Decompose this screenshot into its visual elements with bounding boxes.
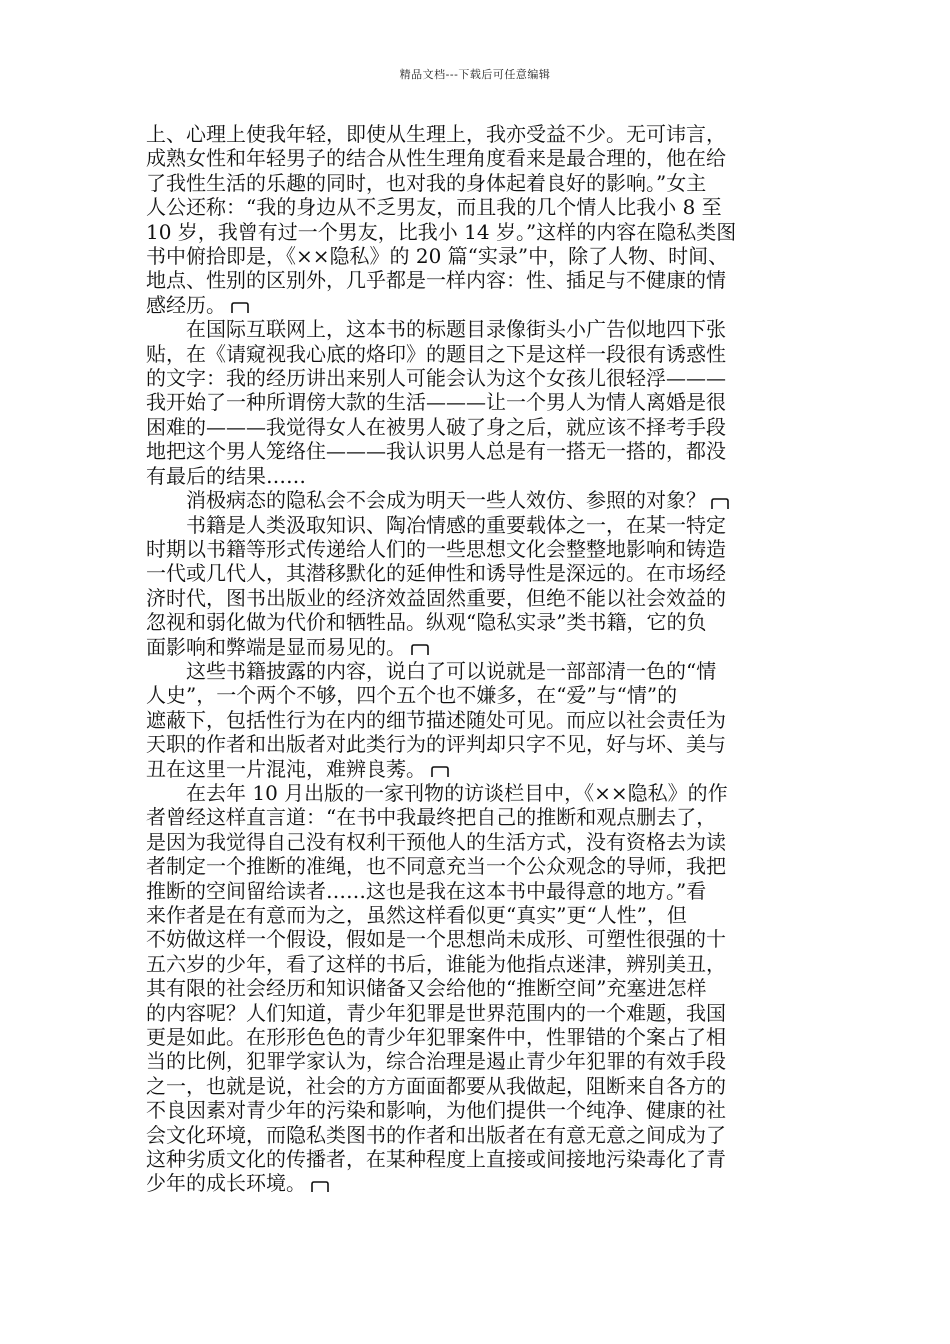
text-line: 地把这个男人笼络住———我认识男人总是有一搭无一搭的，都没 <box>146 439 726 464</box>
text-line: 地点、性别的区别外，几乎都是一样内容：性、插足与不健康的情 <box>146 268 726 293</box>
text-line: 在国际互联网上，这本书的标题目录像街头小广告似地四下张 <box>186 317 726 342</box>
text-line: 丑在这里一片混沌，难辨良莠。 <box>146 757 814 781</box>
text-line: 困难的———我觉得女人在被男人破了身之后，就应该不择考手段 <box>146 414 726 439</box>
text-line: 不妨做这样一个假设，假如是一个思想尚未成形、可塑性很强的十 <box>146 927 726 952</box>
text-line: 我开始了一种所谓傍大款的生活———让一个男人为情人离婚是很 <box>146 390 726 415</box>
text-line: 时期以书籍等形式传递给人们的一些思想文化会整整地影响和铸造 <box>146 536 726 561</box>
text-line: 推断的空间留给读者……这也是我在这本书中最得意的地方。”看 <box>146 878 707 903</box>
text-line: 贴，在《请窥视我心底的烙印》的题目之下是这样一段很有诱惑性 <box>146 341 726 366</box>
text-line: 之一，也就是说，社会的方方面面都要从我做起，阻断来自各方的 <box>146 1073 726 1098</box>
text-line: 了我性生活的乐趣的同时，也对我的身体起着良好的影响。”女主 <box>146 170 707 195</box>
text-line: 忽视和弱化做为代价和牺牲品。纵观“隐私实录”类书籍，它的负 <box>146 610 707 635</box>
text-line: 人公还称：“我的身边从不乏男友，而且我的几个情人比我小 8 至 <box>146 195 722 220</box>
text-line: 面影响和弊端是显而易见的。 <box>146 635 814 659</box>
paragraph-mark-icon <box>410 644 430 656</box>
text-line: 五六岁的少年，看了这样的书后，谁能为他指点迷津，辨别美丑， <box>146 951 726 976</box>
text-line: 当的比例，犯罪学家认为，综合治理是遏止青少年犯罪的有效手段 <box>146 1049 726 1074</box>
text-line: 会文化环境，而隐私类图书的作者和出版者在有意无意之间成为了 <box>146 1122 726 1147</box>
text-line: 10 岁，我曾有过一个男友，比我小 14 岁。”这样的内容在隐私类图 <box>146 219 737 244</box>
document-body <box>146 122 814 1196</box>
text-line: 书中俯拾即是，《××隐私》的 20 篇“实录”中，除了人物、时间、 <box>146 244 729 269</box>
text-line: 感经历。 <box>146 293 814 317</box>
paragraph-mark-icon <box>430 766 450 778</box>
text-line: 这些书籍披露的内容，说白了可以说就是一部部清一色的“情 <box>186 658 717 683</box>
text-line: 者制定一个推断的准绳，也不同意充当一个公众观念的导师，我把 <box>146 854 726 879</box>
text-line: 是因为我觉得自己没有权利干预他人的生活方式，没有资格去为读 <box>146 829 726 854</box>
text-line: 不良因素对青少年的污染和影响，为他们提供一个纯净、健康的社 <box>146 1098 726 1123</box>
text-line: 天职的作者和出版者对此类行为的评判却只字不见，好与坏、美与 <box>146 732 726 757</box>
page-header: 精品文档---下载后可任意编辑 <box>399 68 551 81</box>
text-line: 者曾经这样直言道：“在书中我最终把自己的推断和观点删去了， <box>146 805 717 830</box>
text-line: 一代或几代人，其潜移默化的延伸性和诱导性是深远的。在市场经 <box>146 561 726 586</box>
text-line: 的文字：我的经历讲出来别人可能会认为这个女孩儿很轻浮——— <box>146 366 726 391</box>
text-line: 消极病态的隐私会不会成为明天一些人效仿、参照的对象？ <box>146 488 814 512</box>
text-line: 有最后的结果…… <box>146 463 306 488</box>
paragraph-mark-icon <box>230 302 250 314</box>
text-line: 其有限的社会经历和知识储备又会给他的“推断空间”充塞进怎样 <box>146 976 707 1001</box>
paragraph-mark-icon <box>310 1181 330 1193</box>
text-line: 的内容呢？人们知道，青少年犯罪是世界范围内的一个难题，我国 <box>146 1000 726 1025</box>
paragraph-mark-icon <box>710 498 730 510</box>
text-line: 更是如此。在形形色色的青少年犯罪案件中，性罪错的个案占了相 <box>146 1025 726 1050</box>
text-line: 上、心理上使我年轻，即使从生理上，我亦受益不少。无可讳言， <box>146 122 726 146</box>
text-line: 成熟女性和年轻男子的结合从性生理角度看来是最合理的，他在给 <box>146 146 726 171</box>
text-line: 人史”，一个两个不够，四个五个也不嫌多，在“爱”与“情”的 <box>146 683 678 708</box>
text-line: 这种劣质文化的传播者，在某种程度上直接或间接地污染毒化了青 <box>146 1147 726 1172</box>
text-line: 在去年 10 月出版的一家刊物的访谈栏目中，《××隐私》的作 <box>186 780 728 805</box>
text-line: 少年的成长环境。 <box>146 1171 814 1195</box>
text-line: 来作者是在有意而为之，虽然这样看似更“真实”更“人性”，但 <box>146 903 687 927</box>
text-line: 济时代，图书出版业的经济效益固然重要，但绝不能以社会效益的 <box>146 585 726 610</box>
text-line: 遮蔽下，包括性行为在内的细节描述随处可见。而应以社会责任为 <box>146 707 726 732</box>
text-line: 书籍是人类汲取知识、陶冶情感的重要载体之一，在某一特定 <box>186 512 726 537</box>
